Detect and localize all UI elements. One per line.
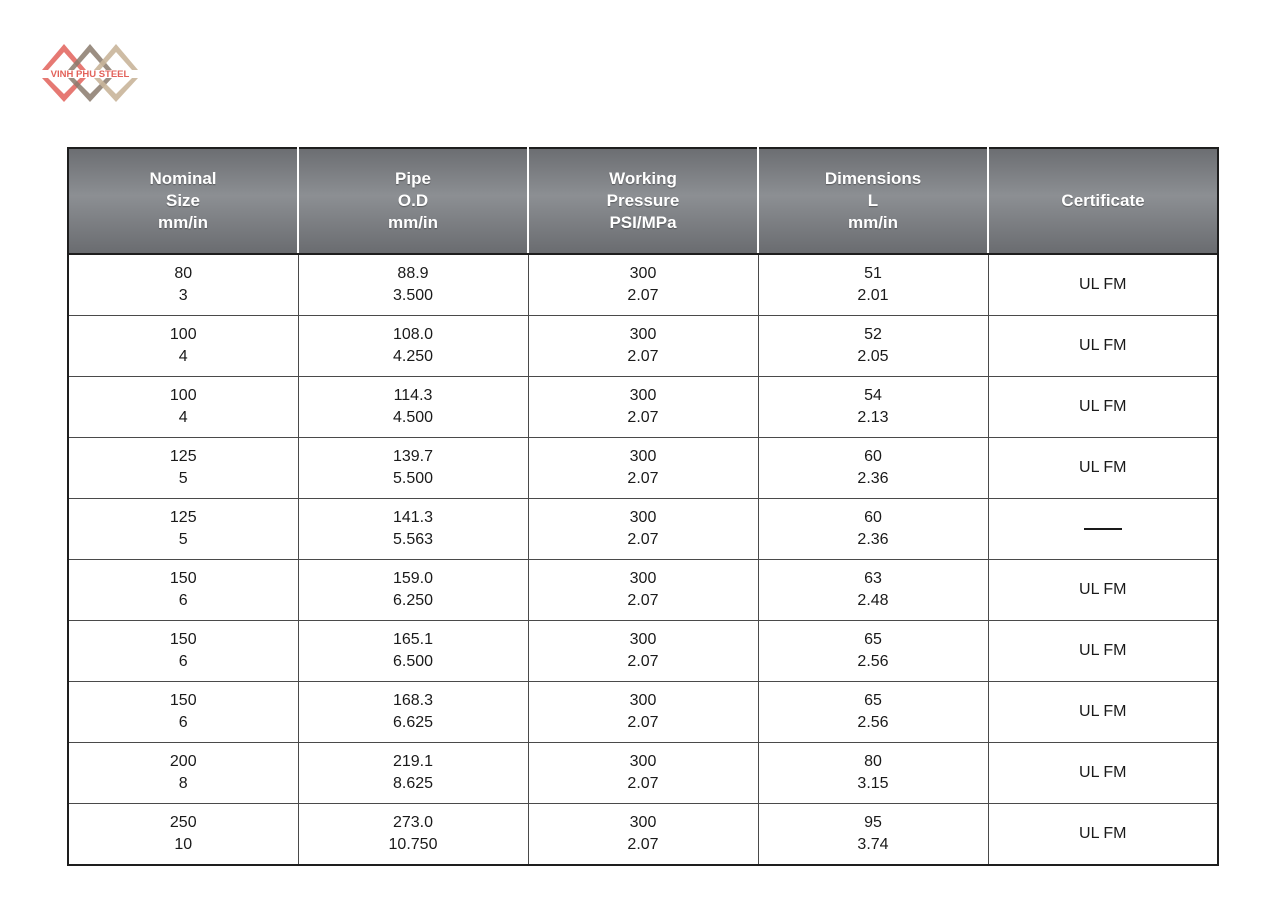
pipe-specification-table	[67, 147, 1219, 866]
header-dimensions-line: Dimensions	[824, 169, 922, 188]
nominal-size-cell-value: 4	[178, 348, 188, 365]
pipe-od-cell-value: 10.750	[388, 836, 438, 853]
working-pressure-cell-value: 300	[629, 631, 657, 648]
certificate-cell	[988, 499, 1218, 560]
certificate-cell	[988, 804, 1218, 866]
nominal-size-cell-value: 6	[178, 592, 188, 609]
dimension-l-cell-value: 3.74	[857, 836, 889, 853]
certificate-value: UL FM	[1079, 764, 1127, 781]
pipe-od-cell-value: 139.7	[392, 448, 434, 465]
pipe-od-cell	[298, 499, 528, 560]
certificate-cell	[988, 560, 1218, 621]
working-pressure-cell	[528, 682, 758, 743]
working-pressure-cell-value: 2.07	[627, 470, 659, 487]
working-pressure-cell-value: 2.07	[627, 836, 659, 853]
certificate-cell	[988, 438, 1218, 499]
working-pressure-cell	[528, 621, 758, 682]
certificate-cell	[988, 254, 1218, 316]
pipe-od-cell-value: 6.500	[392, 653, 434, 670]
dimension-l-cell	[758, 438, 988, 499]
header-dimensions-line: mm/in	[847, 213, 899, 232]
dimension-l-cell-value: 52	[864, 326, 882, 343]
working-pressure-cell	[528, 316, 758, 377]
header-pipe-od	[298, 148, 528, 254]
certificate-value: UL FM	[1079, 398, 1127, 415]
pipe-od-cell	[298, 743, 528, 804]
header-certificate-line: Certificate	[1061, 191, 1145, 210]
certificate-cell	[988, 682, 1218, 743]
header-certificate	[988, 148, 1218, 254]
nominal-size-cell-value: 200	[169, 753, 197, 770]
dimension-l-cell	[758, 621, 988, 682]
nominal-size-cell	[68, 316, 298, 377]
dimension-l-cell-value: 2.36	[857, 470, 889, 487]
pipe-od-cell-value: 168.3	[392, 692, 434, 709]
certificate-value: UL FM	[1079, 459, 1127, 476]
table-row	[68, 682, 1218, 743]
working-pressure-cell-value: 2.07	[627, 653, 659, 670]
pipe-od-cell-value: 219.1	[392, 753, 434, 770]
dimension-l-cell-value: 60	[864, 509, 882, 526]
dimension-l-cell	[758, 254, 988, 316]
table-row	[68, 804, 1218, 866]
pipe-od-cell-value: 4.500	[392, 409, 434, 426]
pipe-od-cell-value: 4.250	[392, 348, 434, 365]
nominal-size-cell-value: 80	[174, 265, 193, 282]
pipe-od-cell-value: 8.625	[392, 775, 434, 792]
dimension-l-cell-value: 65	[864, 692, 882, 709]
working-pressure-cell-value: 300	[629, 387, 657, 404]
working-pressure-cell-value: 300	[629, 753, 657, 770]
working-pressure-cell-value: 300	[629, 509, 657, 526]
dimension-l-cell-value: 95	[864, 814, 882, 831]
dimension-l-cell-value: 63	[864, 570, 882, 587]
header-pressure-line: Working	[609, 169, 677, 188]
working-pressure-cell-value: 2.07	[627, 775, 659, 792]
nominal-size-cell-value: 250	[169, 814, 197, 831]
nominal-size-cell-value: 6	[178, 714, 188, 731]
table-row	[68, 254, 1218, 316]
pipe-od-cell-value: 5.563	[392, 531, 434, 548]
pipe-od-cell-value: 5.500	[392, 470, 434, 487]
working-pressure-cell-value: 2.07	[627, 348, 659, 365]
pipe-od-cell	[298, 316, 528, 377]
nominal-size-cell	[68, 621, 298, 682]
working-pressure-cell	[528, 438, 758, 499]
working-pressure-cell	[528, 377, 758, 438]
dimension-l-cell-value: 2.05	[857, 348, 889, 365]
table-row	[68, 499, 1218, 560]
pipe-od-cell	[298, 438, 528, 499]
pipe-od-cell-value: 141.3	[392, 509, 434, 526]
working-pressure-cell-value: 300	[629, 692, 657, 709]
header-pipe-od-line: O.D	[397, 191, 429, 210]
pipe-od-cell	[298, 377, 528, 438]
table-row	[68, 560, 1218, 621]
working-pressure-cell-value: 300	[629, 570, 657, 587]
header-pressure-line: PSI/MPa	[609, 213, 677, 232]
nominal-size-cell-value: 125	[169, 509, 197, 526]
nominal-size-cell-value: 150	[169, 692, 197, 709]
working-pressure-cell	[528, 499, 758, 560]
no-certificate-dash	[1084, 528, 1122, 530]
table-row	[68, 743, 1218, 804]
header-pipe-od-line: mm/in	[387, 213, 439, 232]
header-nominal	[68, 148, 298, 254]
nominal-size-cell-value: 100	[169, 326, 197, 343]
nominal-size-cell	[68, 254, 298, 316]
header-nominal-line: Nominal	[149, 169, 217, 188]
dimension-l-cell-value: 2.48	[857, 592, 889, 609]
working-pressure-cell-value: 2.07	[627, 531, 659, 548]
working-pressure-cell	[528, 743, 758, 804]
table-row	[68, 316, 1218, 377]
pipe-od-cell-value: 6.625	[392, 714, 434, 731]
certificate-value: UL FM	[1079, 642, 1127, 659]
nominal-size-cell-value: 150	[169, 631, 197, 648]
pipe-od-cell	[298, 560, 528, 621]
dimension-l-cell-value: 65	[864, 631, 882, 648]
nominal-size-cell-value: 6	[178, 653, 188, 670]
pipe-od-cell-value: 3.500	[392, 287, 434, 304]
table-row	[68, 621, 1218, 682]
certificate-value: UL FM	[1079, 581, 1127, 598]
nominal-size-cell-value: 100	[169, 387, 197, 404]
nominal-size-cell	[68, 804, 298, 866]
pipe-od-cell-value: 114.3	[393, 387, 433, 404]
table-body	[68, 254, 1218, 865]
nominal-size-cell-value: 5	[178, 531, 188, 548]
certificate-value: UL FM	[1079, 703, 1127, 720]
dimension-l-cell	[758, 499, 988, 560]
pipe-od-cell-value: 108.0	[392, 326, 434, 343]
table-row	[68, 438, 1218, 499]
working-pressure-cell	[528, 560, 758, 621]
header-pipe-od-line: Pipe	[395, 169, 431, 188]
nominal-size-cell-value: 4	[178, 409, 188, 426]
dimension-l-cell-value: 3.15	[857, 775, 889, 792]
working-pressure-cell-value: 2.07	[627, 409, 659, 426]
pipe-od-cell-value: 273.0	[392, 814, 434, 831]
dimension-l-cell	[758, 316, 988, 377]
working-pressure-cell-value: 300	[629, 448, 657, 465]
working-pressure-cell	[528, 804, 758, 866]
certificate-cell	[988, 316, 1218, 377]
pipe-od-cell-value: 159.0	[392, 570, 434, 587]
dimension-l-cell	[758, 743, 988, 804]
dimension-l-cell-value: 80	[864, 753, 882, 770]
pipe-od-cell	[298, 682, 528, 743]
working-pressure-cell-value: 2.07	[627, 592, 659, 609]
nominal-size-cell-value: 3	[178, 287, 188, 304]
pipe-od-cell	[298, 804, 528, 866]
header-row	[68, 148, 1218, 254]
dimension-l-cell-value: 2.13	[857, 409, 889, 426]
dimension-l-cell-value: 2.56	[857, 714, 889, 731]
pipe-od-cell-value: 88.9	[397, 265, 429, 282]
table-header	[68, 148, 1218, 254]
working-pressure-cell-value: 300	[629, 814, 657, 831]
table-row	[68, 377, 1218, 438]
certificate-cell	[988, 743, 1218, 804]
certificate-value: UL FM	[1079, 825, 1127, 842]
pipe-od-cell	[298, 621, 528, 682]
header-dimensions	[758, 148, 988, 254]
dimension-l-cell	[758, 377, 988, 438]
logo-text: VINH PHU STEEL	[50, 69, 130, 80]
header-nominal-line: Size	[165, 191, 201, 210]
dimension-l-cell-value: 60	[864, 448, 882, 465]
specification-table-container	[67, 147, 1218, 866]
certificate-value: UL FM	[1079, 337, 1127, 354]
header-pressure-line: Pressure	[606, 191, 680, 210]
nominal-size-cell-value: 125	[169, 448, 197, 465]
nominal-size-cell	[68, 743, 298, 804]
nominal-size-cell-value: 150	[169, 570, 197, 587]
nominal-size-cell-value: 8	[178, 775, 188, 792]
dimension-l-cell	[758, 682, 988, 743]
working-pressure-cell-value: 300	[629, 265, 657, 282]
nominal-size-cell	[68, 438, 298, 499]
nominal-size-cell	[68, 377, 298, 438]
pipe-od-cell-value: 165.1	[392, 631, 434, 648]
header-dimensions-line: L	[867, 191, 879, 210]
dimension-l-cell-value: 54	[864, 387, 882, 404]
dimension-l-cell-value: 2.36	[857, 531, 889, 548]
certificate-value: UL FM	[1079, 276, 1127, 293]
dimension-l-cell-value: 51	[864, 265, 882, 282]
certificate-cell	[988, 621, 1218, 682]
working-pressure-cell-value: 2.07	[627, 287, 659, 304]
header-nominal-line: mm/in	[157, 213, 209, 232]
nominal-size-cell-value: 10	[174, 836, 193, 853]
pipe-od-cell-value: 6.250	[392, 592, 434, 609]
dimension-l-cell-value: 2.56	[857, 653, 889, 670]
nominal-size-cell-value: 5	[178, 470, 188, 487]
nominal-size-cell	[68, 560, 298, 621]
nominal-size-cell	[68, 499, 298, 560]
working-pressure-cell	[528, 254, 758, 316]
nominal-size-cell	[68, 682, 298, 743]
vinh-phu-steel-logo-icon	[36, 40, 144, 106]
working-pressure-cell-value: 300	[629, 326, 657, 343]
dimension-l-cell	[758, 804, 988, 866]
working-pressure-cell-value: 2.07	[627, 714, 659, 731]
dimension-l-cell-value: 2.01	[857, 287, 889, 304]
header-pressure	[528, 148, 758, 254]
brand-logo	[36, 40, 144, 106]
dimension-l-cell	[758, 560, 988, 621]
pipe-od-cell	[298, 254, 528, 316]
certificate-cell	[988, 377, 1218, 438]
